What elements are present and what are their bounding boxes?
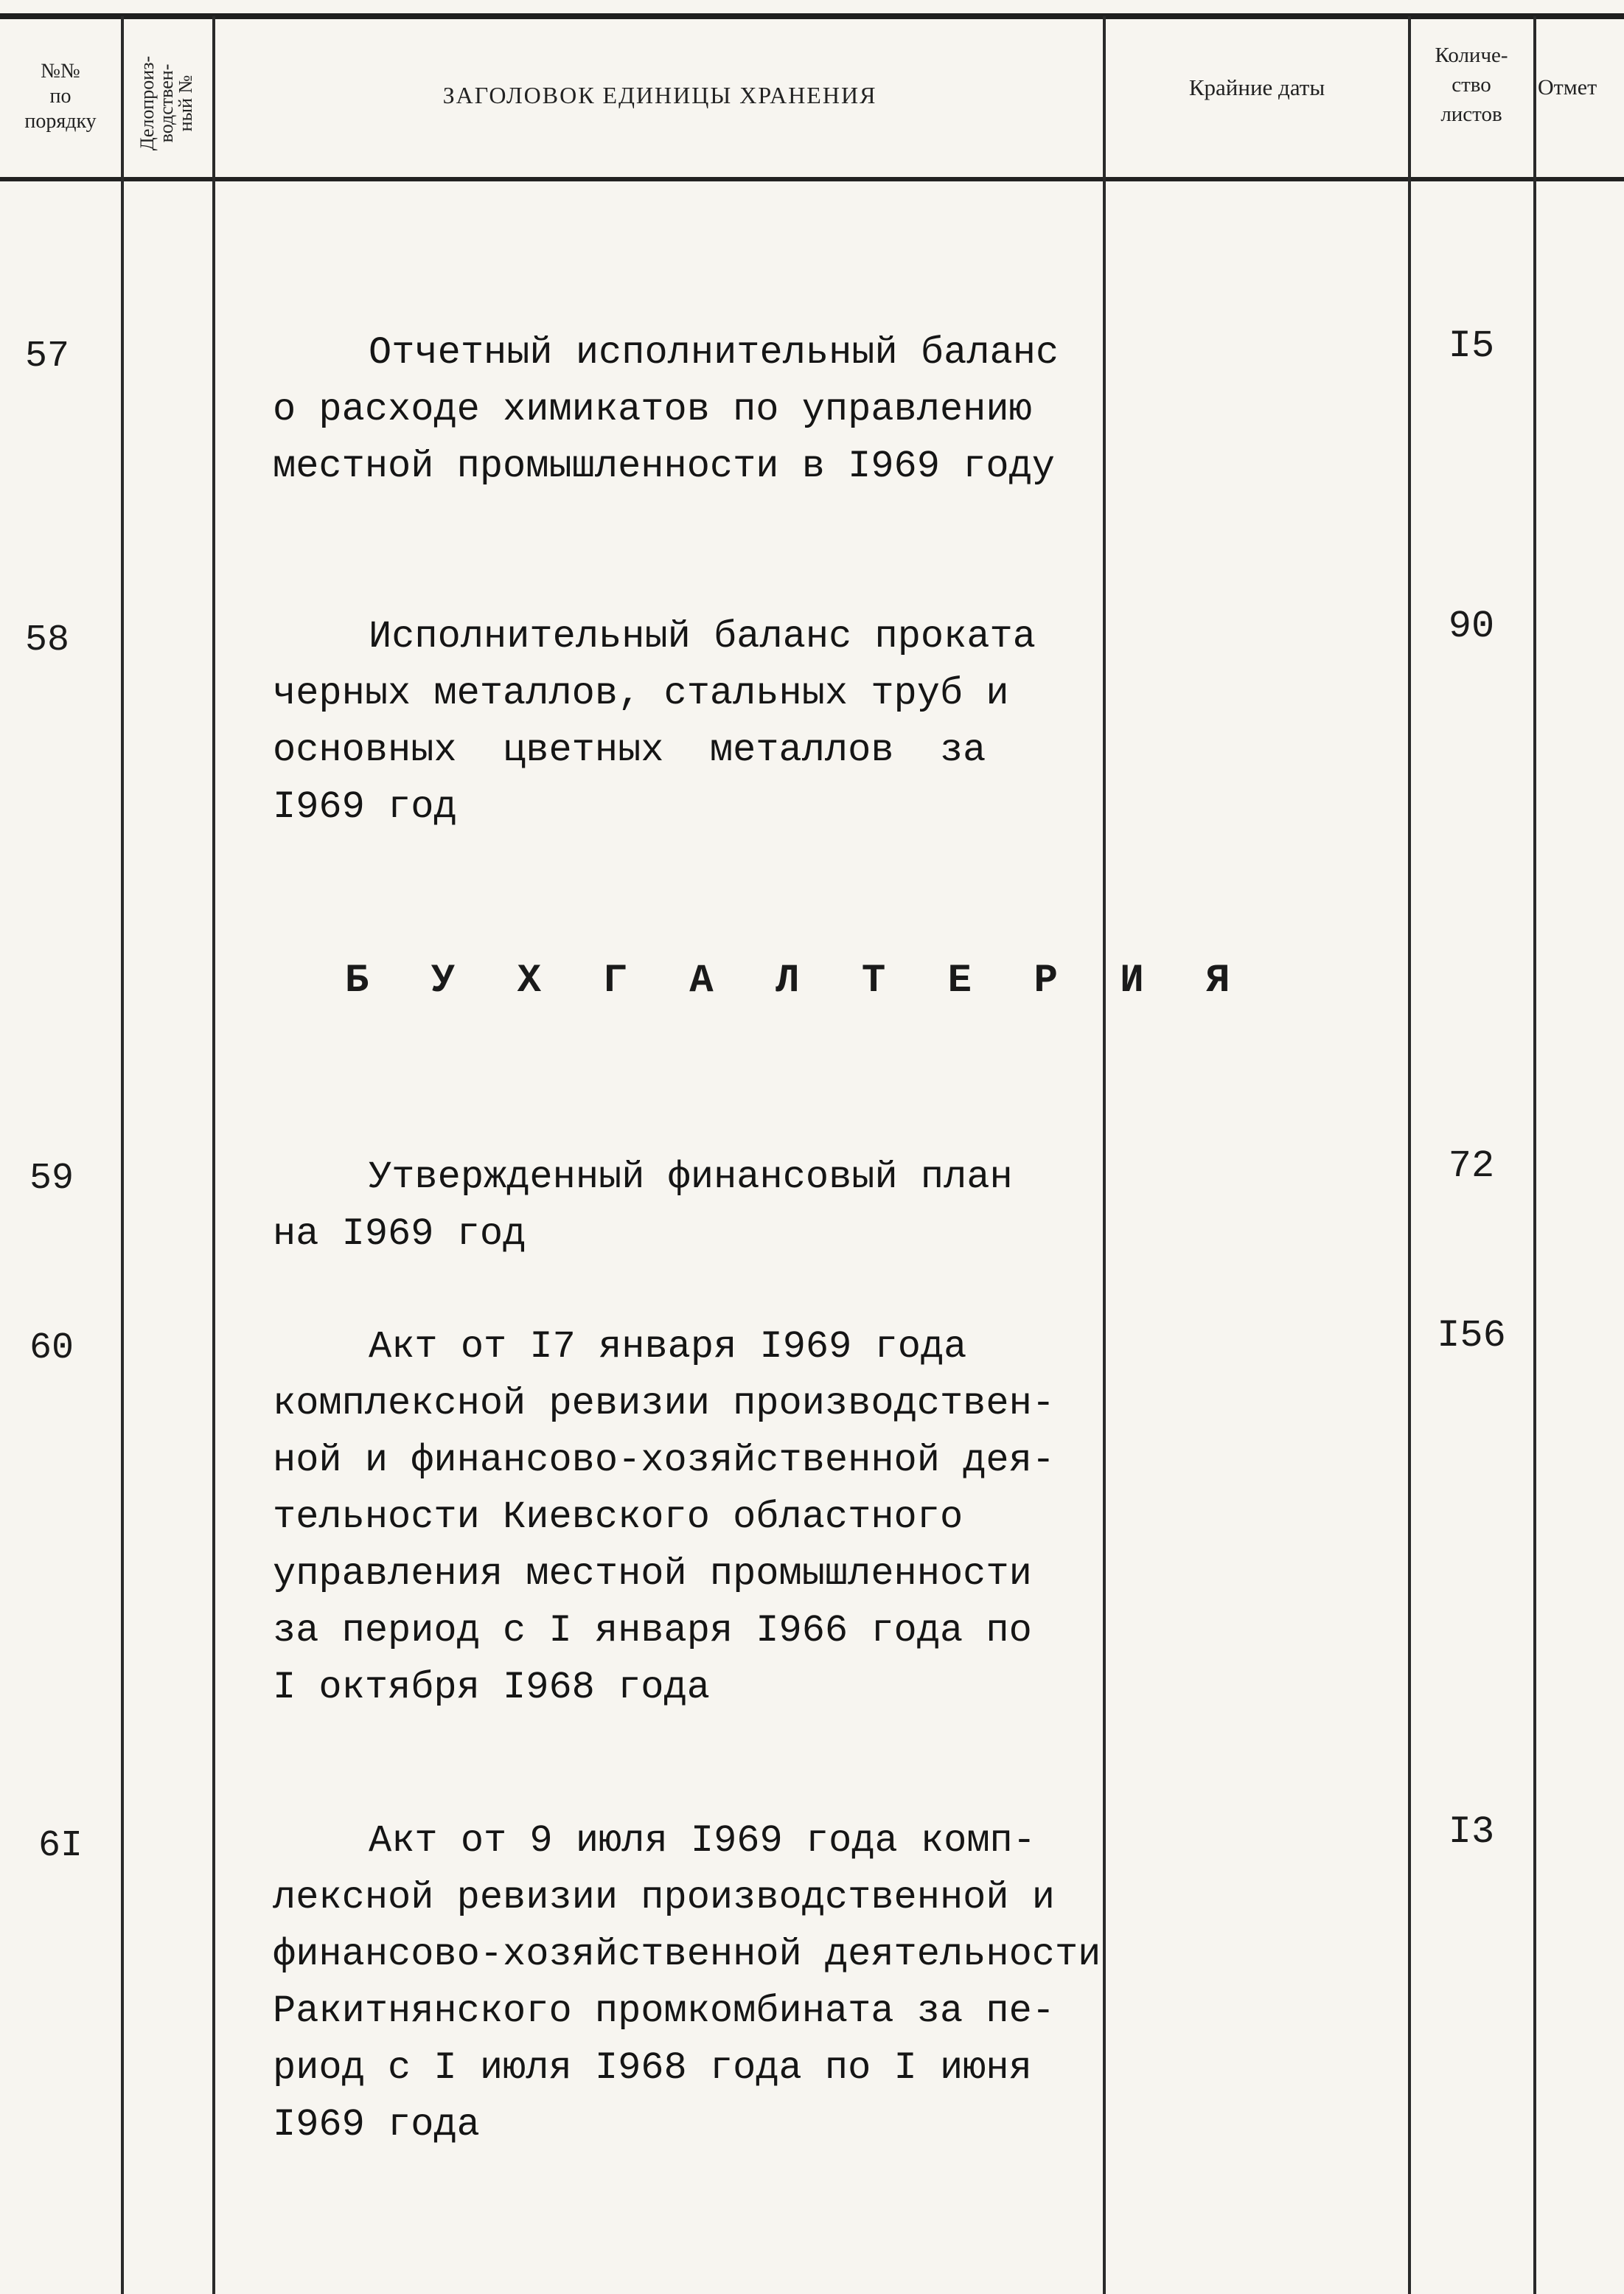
title-line: лексной ревизии производственной и xyxy=(273,1876,1055,1919)
header-order-number-line: порядку xyxy=(24,110,97,133)
row-number: 6I xyxy=(38,1825,83,1867)
column-divider xyxy=(1533,16,1536,2294)
title-line: Акт от I7 января I969 года xyxy=(369,1325,967,1369)
header-case-number-line: ный № xyxy=(175,74,196,132)
header-order-number-line: по xyxy=(49,85,72,108)
title-line: ной и финансово-хозяйственной дея- xyxy=(273,1439,1055,1482)
top-rule xyxy=(0,13,1624,19)
title-line: риод с I июля I968 года по I июня xyxy=(273,2046,1032,2090)
title-line: за период с I января I966 года по xyxy=(273,1609,1032,1652)
title-line: I октября I968 года xyxy=(273,1666,710,1709)
title-line: Ракитнянского промкомбината за пе- xyxy=(273,1989,1055,2033)
row-title xyxy=(273,1812,1113,2153)
header-case-number xyxy=(125,29,208,177)
header-order-number xyxy=(0,59,121,134)
section-heading: Б У Х Г А Л Т Е Р И Я xyxy=(345,959,1250,1004)
header-sheet-count-line: ство xyxy=(1452,73,1491,97)
row-sheet-count: I5 xyxy=(1448,324,1495,368)
title-line: Отчетный исполнительный баланс xyxy=(369,331,1059,375)
row-number: 59 xyxy=(29,1158,74,1200)
title-line: Исполнительный баланс проката xyxy=(369,615,1036,658)
header-notes: Отмет xyxy=(1538,75,1597,100)
column-divider xyxy=(121,16,124,2294)
row-number: 58 xyxy=(25,619,70,661)
header-sheet-count-line: листов xyxy=(1440,102,1502,126)
column-divider xyxy=(212,16,215,2294)
row-title xyxy=(273,1149,1113,1262)
title-line: на I969 год xyxy=(273,1212,526,1256)
header-order-number-line: №№ xyxy=(41,60,80,83)
row-sheet-count: 90 xyxy=(1448,605,1495,648)
row-number: 57 xyxy=(25,336,70,378)
title-line: I969 год xyxy=(273,785,457,829)
row-sheet-count: 72 xyxy=(1448,1144,1495,1188)
title-line: местной промышленности в I969 году xyxy=(273,445,1055,488)
header-extreme-dates: Крайние даты xyxy=(1188,74,1325,100)
row-sheet-count: I56 xyxy=(1437,1314,1506,1358)
row-title xyxy=(273,608,1113,835)
header-sheet-count xyxy=(1409,41,1533,129)
title-line: о расходе химикатов по управлению xyxy=(273,388,1032,431)
title-line: основных цветных металлов за xyxy=(273,729,986,772)
title-line: финансово-хозяйственной деятельности xyxy=(273,1933,1101,1976)
row-number: 60 xyxy=(29,1327,74,1369)
header-bottom-rule xyxy=(0,177,1624,181)
title-line: комплексной ревизии производствен- xyxy=(273,1382,1055,1425)
row-title xyxy=(273,324,1113,495)
title-line: черных металлов, стальных труб и xyxy=(273,672,1009,715)
title-line: I969 года xyxy=(273,2103,480,2147)
title-line: Акт от 9 июля I969 года комп- xyxy=(369,1819,1036,1863)
title-line: управления местной промышленности xyxy=(273,1552,1032,1596)
row-title xyxy=(273,1318,1113,1716)
header-case-number-line: Делопроиз- xyxy=(136,55,158,151)
title-line: тельности Киевского областного xyxy=(273,1495,963,1539)
header-sheet-count-line: Количе- xyxy=(1435,44,1508,67)
header-case-number-line: водствен- xyxy=(156,63,177,143)
title-line: Утвержденный финансовый план xyxy=(369,1155,1013,1199)
row-sheet-count: I3 xyxy=(1448,1810,1495,1854)
header-storage-unit-title: ЗАГОЛОВОК ЕДИНИЦЫ ХРАНЕНИЯ xyxy=(442,82,877,108)
